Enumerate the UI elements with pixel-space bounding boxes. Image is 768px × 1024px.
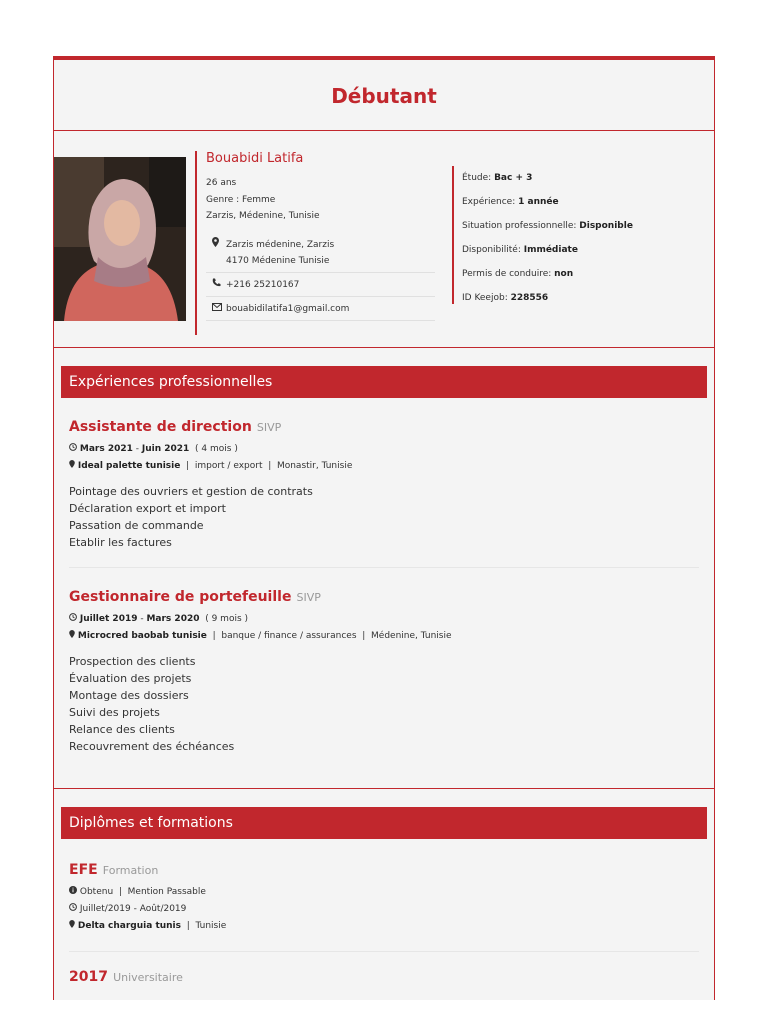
- education-title: 2017: [69, 969, 108, 985]
- task-item: Recouvrement des échéances: [69, 740, 235, 753]
- map-marker-icon: [69, 631, 78, 641]
- education-school: Delta charguia tunis | Tunisie: [69, 918, 699, 935]
- task-item: Relance des clients: [69, 723, 175, 736]
- education-dates: Juillet/2019 - Août/2019: [69, 901, 699, 918]
- clock-icon: [69, 614, 80, 624]
- education-type: Universitaire: [113, 971, 183, 984]
- task-item: Déclaration export et import: [69, 502, 226, 515]
- job-company: Ideal palette tunisie | import / export | Monastir, Tunisie: [69, 458, 699, 475]
- job-type: SIVP: [296, 591, 321, 604]
- map-marker-icon: [69, 921, 78, 931]
- job-title: Assistante de direction: [69, 419, 252, 435]
- experience-heading: Expériences professionnelles: [61, 366, 707, 398]
- education-title: EFE: [69, 862, 98, 878]
- profile-section: [54, 131, 714, 348]
- email-row: [206, 297, 435, 321]
- job-company: Microcred baobab tunisie | banque / finance / assurances | Médenine, Tunisie: [69, 628, 699, 645]
- map-marker-icon: [69, 461, 78, 471]
- job-type: SIVP: [256, 421, 282, 434]
- task-item: Évaluation des projets: [69, 672, 192, 685]
- candidate-gender: Genre : Femme: [206, 195, 276, 205]
- info-icon: [69, 887, 80, 897]
- job-dates: Mars 2021 - Juin 2021 ( 4 mois ): [69, 441, 699, 458]
- task-item: Passation de commande: [69, 519, 204, 532]
- education-status: Obtenu | Mention Passable: [69, 884, 699, 901]
- phone-icon: [212, 277, 226, 293]
- identity-block: [195, 151, 435, 335]
- map-marker-icon: [212, 237, 226, 253]
- education-heading: Diplômes et formations: [61, 807, 707, 839]
- job-entry: [69, 567, 699, 755]
- address-line2: 4170 Médenine Tunisie: [226, 256, 330, 266]
- fact-row: Expérience: 1 année: [462, 197, 559, 207]
- email-address[interactable]: bouabidilatifa1@gmail.com: [226, 304, 350, 314]
- education-entry: [69, 951, 699, 985]
- education-type: Formation: [102, 864, 159, 877]
- job-entry: [69, 398, 699, 567]
- clock-icon: [69, 444, 80, 454]
- education-entry: [69, 839, 699, 951]
- task-item: Etablir les factures: [69, 536, 172, 549]
- phone-number: +216 25210167: [226, 280, 300, 290]
- level-header: [54, 60, 714, 131]
- fact-row: Permis de conduire: non: [462, 269, 574, 279]
- experience-section: [54, 366, 714, 789]
- task-item: Suivi des projets: [69, 706, 160, 719]
- candidate-name: Bouabidi Latifa: [206, 151, 304, 166]
- job-dates: Juillet 2019 - Mars 2020 ( 9 mois ): [69, 611, 699, 628]
- task-item: Pointage des ouvriers et gestion de contrats: [69, 485, 313, 498]
- address-row: [206, 233, 435, 273]
- clock-icon: [69, 904, 80, 914]
- facts-block: [452, 166, 692, 304]
- task-item: Prospection des clients: [69, 655, 196, 668]
- envelope-icon: [212, 301, 226, 317]
- level-title: Débutant: [331, 84, 437, 108]
- candidate-age: 26 ans: [206, 178, 237, 188]
- job-tasks: [69, 653, 699, 755]
- fact-row: Disponibilité: Immédiate: [462, 245, 578, 255]
- phone-row: [206, 273, 435, 297]
- job-title: Gestionnaire de portefeuille: [69, 589, 292, 605]
- task-item: Montage des dossiers: [69, 689, 189, 702]
- candidate-location: Zarzis, Médenine, Tunisie: [206, 211, 320, 221]
- cv-sheet: [53, 56, 715, 1000]
- fact-row: Étude: Bac + 3: [462, 173, 533, 183]
- education-section: [54, 807, 714, 985]
- job-tasks: [69, 483, 699, 551]
- fact-row: Situation professionnelle: Disponible: [462, 221, 633, 231]
- address-line1: Zarzis médenine, Zarzis: [226, 240, 335, 250]
- profile-photo: [54, 157, 186, 321]
- fact-row: ID Keejob: 228556: [462, 293, 549, 303]
